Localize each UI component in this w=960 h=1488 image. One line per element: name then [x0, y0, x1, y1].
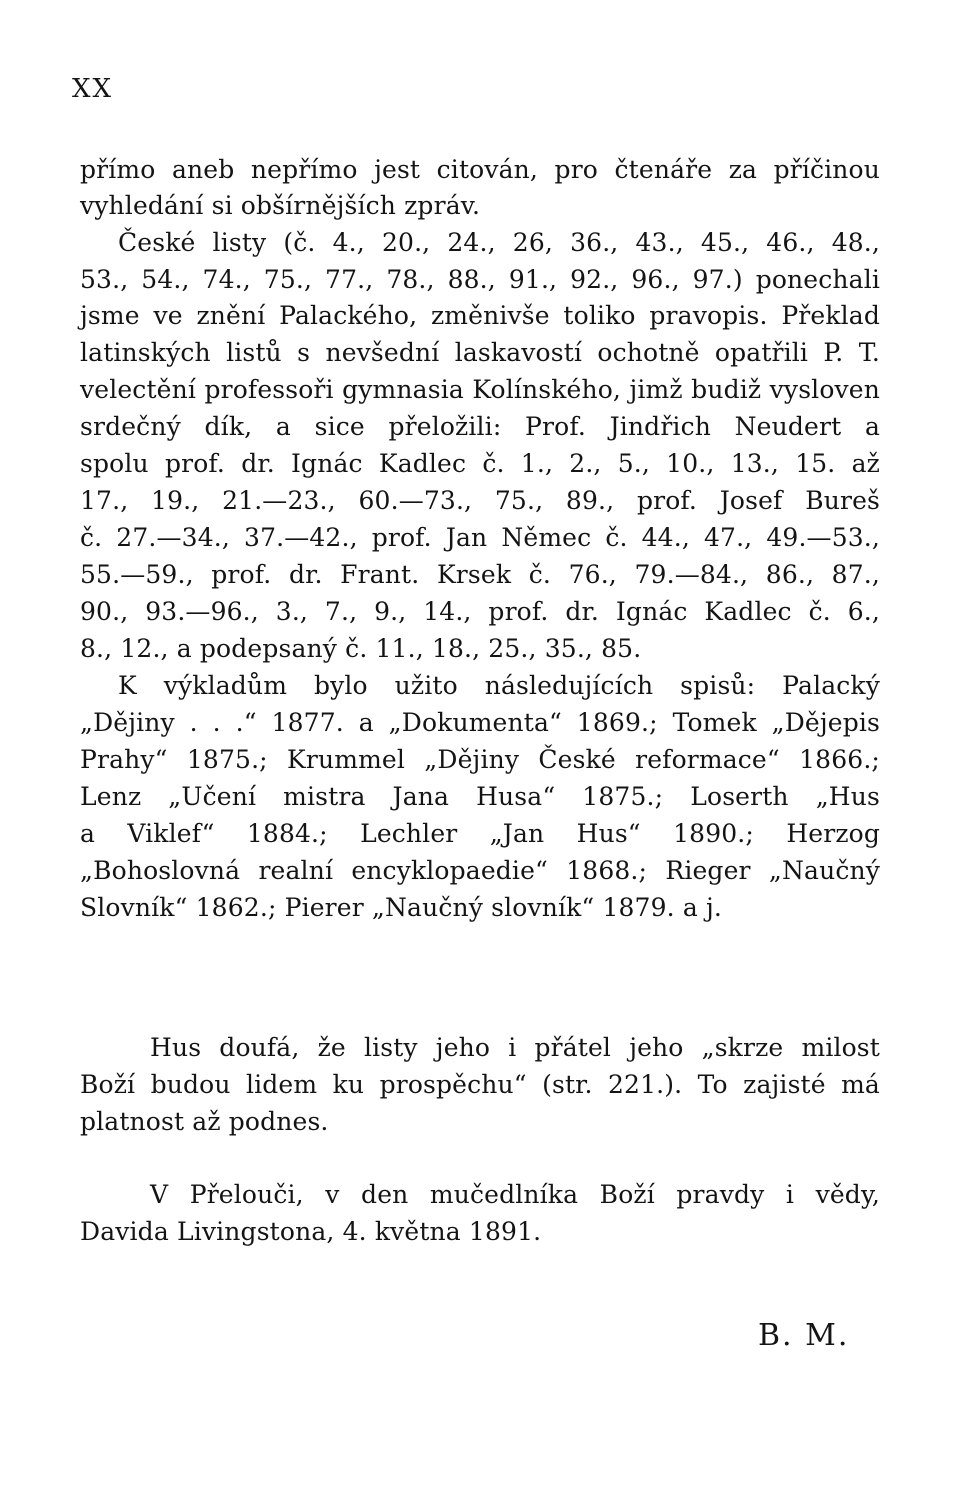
text-line: Boží budou lidem ku prospěchu“ (str. 221.). To zajisté má	[80, 1070, 880, 1099]
text-line: Hus doufá, že listy jeho i přátel jeho „skrze milost	[150, 1033, 880, 1062]
text-line: spolu prof. dr. Ignác Kadlec č. 1., 2., 5., 10., 13., 15. až	[80, 449, 880, 478]
text-line: „Bohoslovná realní encyklopaedie“ 1868.; Rieger „Naučný	[80, 856, 880, 885]
text-line: přímo aneb nepřímo jest citován, pro čtenáře za příčinou	[80, 155, 880, 184]
page-number: XX	[72, 74, 114, 104]
text-line: 8., 12., a podepsaný č. 11., 18., 25., 35., 85.	[80, 634, 642, 663]
text-line: 53., 54., 74., 75., 77., 78., 88., 91., 92., 96., 97.) ponechali	[80, 265, 880, 294]
text-line: vyhledání si obšírnějších zpráv.	[80, 191, 481, 220]
text-line: 17., 19., 21.—23., 60.—73., 75., 89., prof. Josef Bureš	[80, 486, 880, 515]
text-line: 55.—59., prof. dr. Frant. Krsek č. 76., 79.—84., 86., 87.,	[80, 560, 880, 589]
text-line: 90., 93.—96., 3., 7., 9., 14., prof. dr. Ignác Kadlec č. 6.,	[80, 597, 880, 626]
text-line: V Přelouči, v den mučedlníka Boží pravdy i vědy,	[150, 1180, 880, 1209]
text-line: K výkladům bylo užito následujících spisů: Palacký	[118, 671, 880, 700]
text-line: latinských listů s nevšední laskavostí ochotně opatřili P. T.	[80, 338, 880, 367]
text-line: č. 27.—34., 37.—42., prof. Jan Němec č. 44., 47., 49.—53.,	[80, 523, 880, 552]
text-line: České listy (č. 4., 20., 24., 26, 36., 43., 45., 46., 48.,	[118, 228, 880, 257]
signature: B. M.	[758, 1318, 850, 1353]
text-line: jsme ve znění Palackého, změnivše toliko pravopis. Překlad	[80, 301, 880, 330]
text-line: Lenz „Učení mistra Jana Husa“ 1875.; Loserth „Hus	[80, 782, 880, 811]
text-line: „Dějiny . . .“ 1877. a „Dokumenta“ 1869.; Tomek „Dějepis	[80, 708, 880, 737]
text-line: a Viklef“ 1884.; Lechler „Jan Hus“ 1890.; Herzog	[80, 819, 880, 848]
text-line: Prahy“ 1875.; Krummel „Dějiny České reformace“ 1866.;	[80, 745, 880, 774]
text-line: Davida Livingstona, 4. května 1891.	[80, 1217, 542, 1246]
text-line: Slovník“ 1862.; Pierer „Naučný slovník“ 1879. a j.	[80, 893, 723, 922]
text-line: platnost až podnes.	[80, 1107, 329, 1136]
text-line: velectění professoři gymnasia Kolínského, jimž budiž vysloven	[80, 375, 880, 404]
text-line: srdečný dík, a sice přeložili: Prof. Jindřich Neudert a	[80, 412, 880, 441]
